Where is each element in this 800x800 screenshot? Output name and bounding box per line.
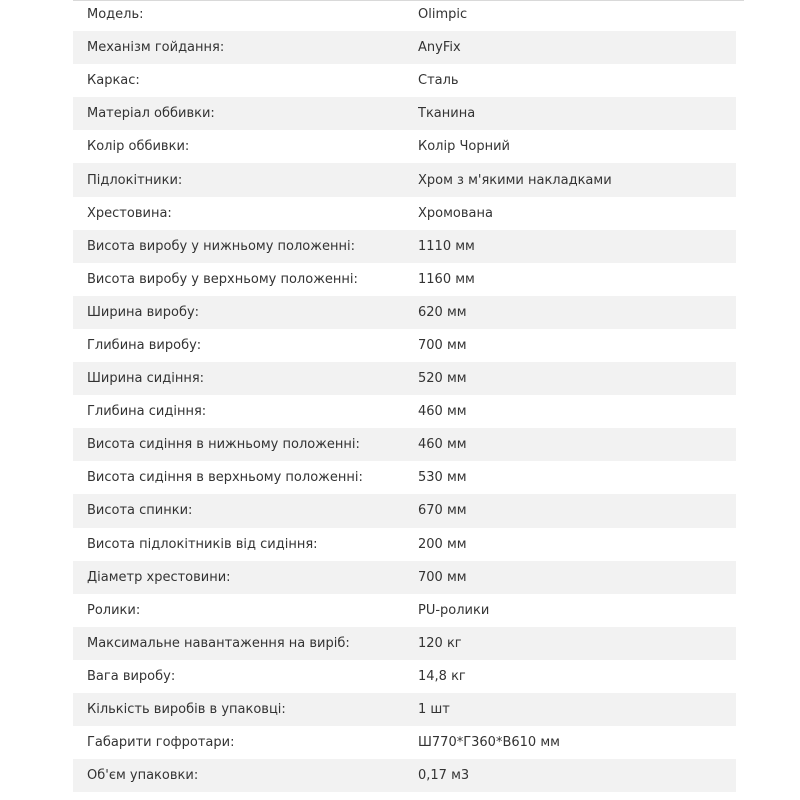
spec-label: Ролики: — [87, 602, 141, 618]
spec-table — [73, 0, 736, 792]
spec-label: Об'єм упаковки: — [87, 768, 199, 784]
spec-label: Кількість виробів в упаковці: — [87, 702, 286, 718]
spec-label: Ширина виробу: — [87, 304, 200, 320]
spec-row-units-per-package — [73, 693, 736, 726]
spec-row-seat-height-low — [73, 428, 736, 461]
spec-value: Olimpic — [418, 7, 468, 23]
spec-label: Глибина сидіння: — [87, 404, 207, 420]
spec-label: Підлокітники: — [87, 172, 183, 188]
spec-label: Вага виробу: — [87, 668, 176, 684]
spec-value: 1110 мм — [418, 238, 475, 254]
spec-value: 520 мм — [418, 371, 467, 387]
spec-row-casters — [73, 594, 736, 627]
spec-value: 700 мм — [418, 569, 467, 585]
spec-row-seat-height-high — [73, 461, 736, 494]
spec-label: Каркас: — [87, 73, 140, 89]
spec-label: Висота підлокітників від сидіння: — [87, 536, 318, 552]
spec-label: Висота виробу у нижньому положенні: — [87, 238, 355, 254]
spec-row-model — [73, 0, 736, 31]
spec-value: 120 кг — [418, 635, 462, 651]
spec-row-max-load — [73, 627, 736, 660]
spec-row-rocking-mechanism — [73, 31, 736, 64]
spec-label: Глибина виробу: — [87, 337, 202, 353]
spec-row-height-high — [73, 263, 736, 296]
spec-value: Хром з м'якими накладками — [418, 172, 612, 188]
spec-label: Габарити гофротари: — [87, 735, 235, 751]
spec-row-weight — [73, 660, 736, 693]
spec-row-width — [73, 296, 736, 329]
spec-value: 1 шт — [418, 702, 450, 718]
spec-value: 14,8 кг — [418, 668, 466, 684]
spec-row-seat-width — [73, 362, 736, 395]
spec-row-seat-depth — [73, 395, 736, 428]
spec-value: 700 мм — [418, 337, 467, 353]
spec-label: Хрестовина: — [87, 205, 172, 221]
spec-value: 460 мм — [418, 404, 467, 420]
spec-label: Висота виробу у верхньому положенні: — [87, 271, 358, 287]
spec-value: Хромована — [418, 205, 493, 221]
spec-value: AnyFix — [418, 40, 461, 56]
spec-value: 460 мм — [418, 437, 467, 453]
spec-value: Сталь — [418, 73, 459, 89]
spec-row-base-diameter — [73, 561, 736, 594]
spec-label: Ширина сидіння: — [87, 371, 205, 387]
spec-value: 530 мм — [418, 470, 467, 486]
spec-label: Висота сидіння в нижньому положенні: — [87, 437, 360, 453]
spec-row-upholstery-color — [73, 130, 736, 163]
spec-value: PU-ролики — [418, 602, 490, 618]
spec-row-depth — [73, 329, 736, 362]
spec-label: Висота спинки: — [87, 503, 193, 519]
spec-label: Колір оббивки: — [87, 139, 190, 155]
spec-value: Колір Чорний — [418, 139, 511, 155]
spec-row-upholstery-material — [73, 97, 736, 130]
spec-label: Висота сидіння в верхньому положенні: — [87, 470, 363, 486]
spec-value: 0,17 м3 — [418, 768, 470, 784]
spec-row-backrest-height — [73, 494, 736, 527]
spec-value: 200 мм — [418, 536, 467, 552]
spec-value: Ш770*Г360*В610 мм — [418, 735, 560, 751]
spec-row-base — [73, 197, 736, 230]
spec-value: 620 мм — [418, 304, 467, 320]
spec-label: Діаметр хрестовини: — [87, 569, 231, 585]
spec-value: Тканина — [418, 106, 476, 122]
spec-row-armrests — [73, 163, 736, 196]
spec-label: Механізм гойдання: — [87, 40, 225, 56]
spec-value: 670 мм — [418, 503, 467, 519]
spec-value: 1160 мм — [418, 271, 475, 287]
spec-label: Матеріал оббивки: — [87, 106, 215, 122]
spec-row-box-dimensions — [73, 726, 736, 759]
spec-row-frame — [73, 64, 736, 97]
spec-row-height-low — [73, 230, 736, 263]
spec-row-armrest-height — [73, 528, 736, 561]
spec-row-package-volume — [73, 759, 736, 792]
spec-label: Модель: — [87, 7, 144, 23]
spec-label: Максимальне навантаження на виріб: — [87, 635, 350, 651]
